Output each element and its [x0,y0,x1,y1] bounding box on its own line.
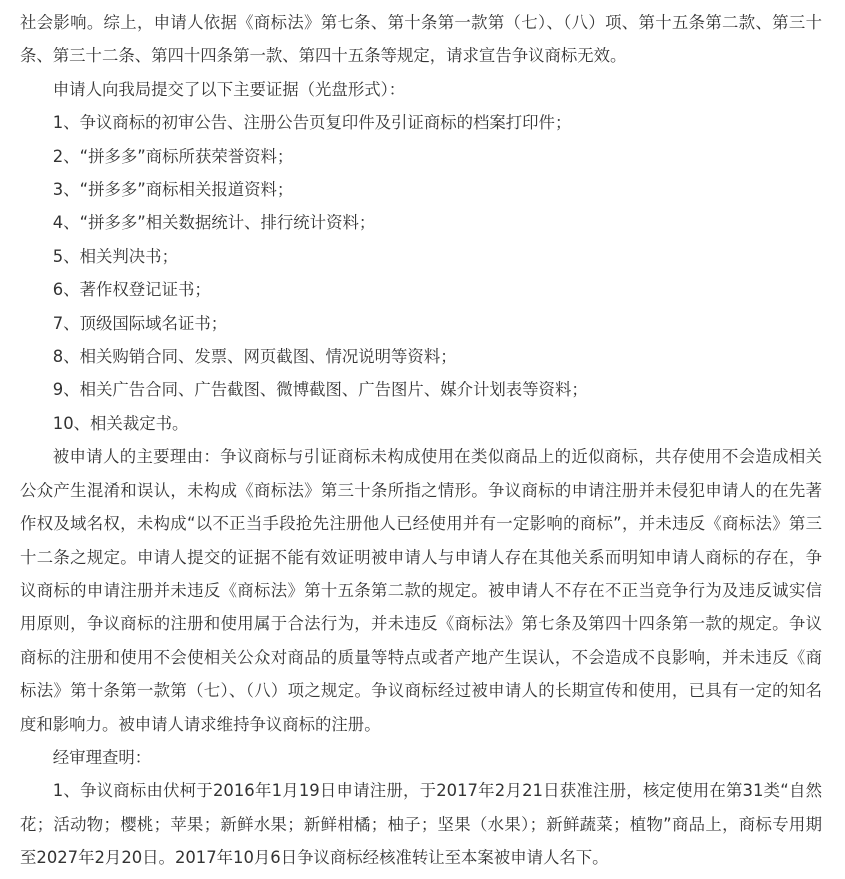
evidence-item-2: 2、“拼多多”商标所获荣誉资料； [52,146,294,166]
paragraph-evidence-intro: 申请人向我局提交了以下主要证据（光盘形式）： [52,79,406,99]
evidence-item-4: 4、“拼多多”相关数据统计、排行统计资料； [52,213,376,233]
evidence-item-5: 5、相关判决书； [52,246,178,266]
paragraph-finding-1: 1、争议商标由伏柯于2016年1月19日申请注册，于2017年2月21日获准注册，核定使用在第31类“自然花；活动物；樱桃；苹果；新鲜水果；新鲜柑橘；柚子；坚果（水果）；新鲜蔬菜；植物”商品上，商标专用期至2027年2月20日。2017年10月6日争议商标经核准转让至本案被申请人名下。 [20,781,822,868]
evidence-item-6: 6、著作权登记证书； [52,280,211,300]
paragraph-grounds-conclusion: 社会影响。综上，申请人依据《商标法》第七条、第十条第一款第（七）、（八）项、第十五条第二款、第三十条、第三十二条、第四十四条第一款、第四十五条等规定，请求宣告争议商标无效。 [20,13,822,66]
article-body [20,6,822,875]
paragraph-respondent-reasons: 被申请人的主要理由：争议商标与引证商标未构成使用在类似商品上的近似商标，共存使用不会造成相关公众产生混淆和误认，未构成《商标法》第三十条所指之情形。争议商标的申请注册并未侵犯申请人的在先著作权及域名权，未构成“以不正当手段抢先注册他人已经使用并有一定影响的商标”，并未违反《商标法》第三十二条之规定。申请人提交的证据不能有效证明被申请人与申请人存在其他关系而明知申请人商标的存在，争议商标的申请注册并未违反《商标法》第十五条第二款的规定。被申请人不存在不正当竞争行为及违反诚实信用原则，争议商标的注册和使用属于合法行为，并未违反《商标法》第七条及第四十四条第一款的规定。争议商标的注册和使用不会使相关公众对商品的质量等特点或者产地产生误认，不会造成不良影响，并未违反《商标法》第十条第一款第（七）、（八）项之规定。争议商标经过被申请人的长期宣传和使用，已具有一定的知名度和影响力。被申请人请求维持争议商标的注册。 [20,447,822,734]
evidence-item-1: 1、争议商标的初审公告、注册公告页复印件及引证商标的档案打印件； [52,113,572,133]
evidence-item-7: 7、顶级国际域名证书； [52,313,228,333]
paragraph-finding-intro: 经审理查明： [52,747,152,767]
evidence-item-8: 8、相关购销合同、发票、网页截图、情况说明等资料； [52,347,457,367]
evidence-item-10: 10、相关裁定书。 [52,413,189,433]
evidence-item-3: 3、“拼多多”商标相关报道资料； [52,180,294,200]
evidence-item-9: 9、相关广告合同、广告截图、微博截图、广告图片、媒介计划表等资料； [52,380,588,400]
